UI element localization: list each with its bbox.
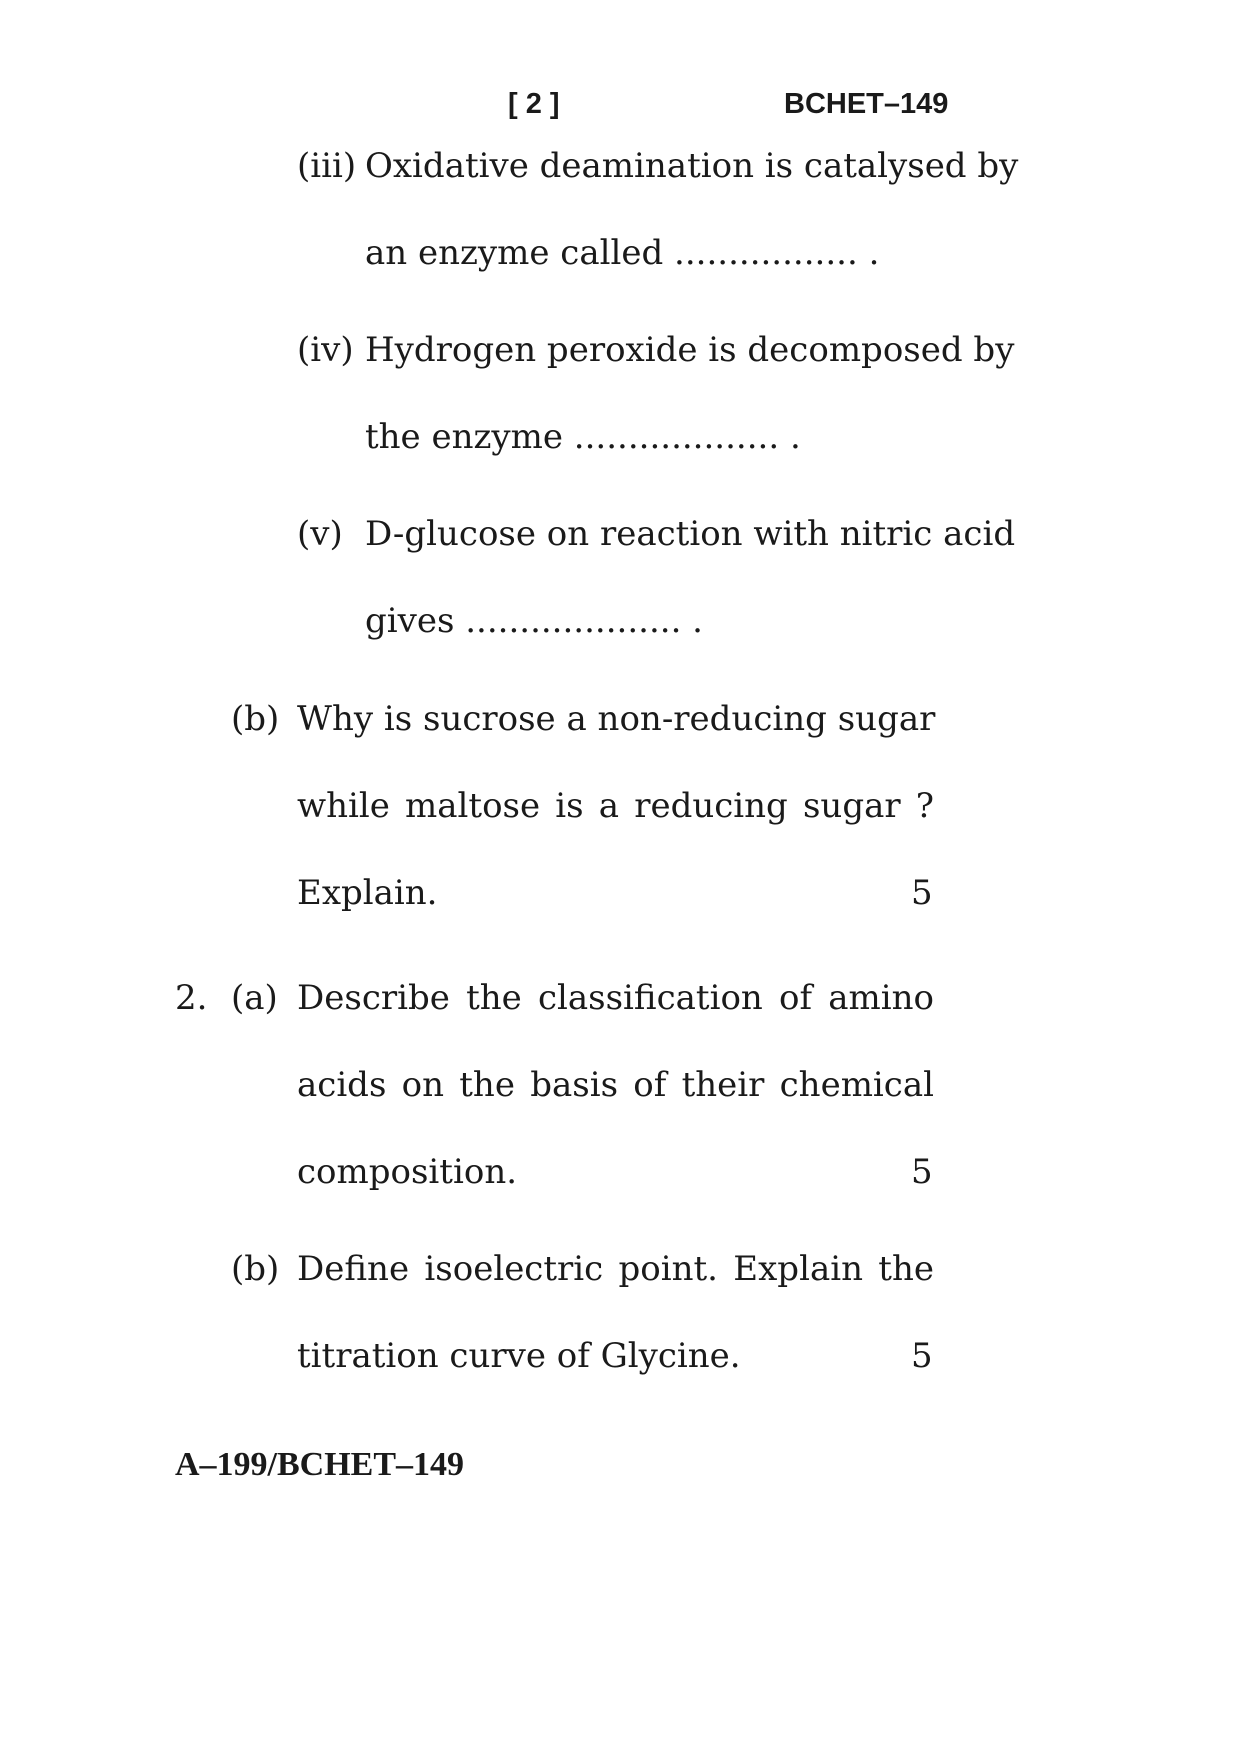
footer-code: A–199/BCHET–149	[175, 1446, 465, 1483]
question-1b-line1: Why is sucrose a non-reducing sugar	[297, 699, 936, 739]
question-1b-line3: Explain.	[297, 873, 438, 913]
question-2-number: 2.	[175, 978, 208, 1018]
item-label-v: (v)	[297, 514, 343, 554]
item-iii-line2: an enzyme called ................. .	[365, 233, 880, 273]
item-iii-line1: Oxidative deamination is catalysed by	[365, 146, 1019, 186]
item-iv-line2: the enzyme ................... .	[365, 417, 801, 457]
item-label-iv: (iv)	[297, 330, 354, 370]
question-1b-line2: while maltose is a reducing sugar ?	[297, 786, 934, 826]
question-1b-marks: 5	[911, 873, 933, 913]
question-2a-line3: composition.	[297, 1152, 518, 1192]
item-v-line2: gives .................... .	[365, 601, 703, 641]
paper-code: BCHET–149	[784, 88, 949, 120]
question-2a-line2: acids on the basis of their chemical	[297, 1065, 934, 1105]
question-2a-label: (a)	[231, 978, 278, 1018]
question-1b-label: (b)	[231, 699, 280, 739]
item-label-iii: (iii)	[297, 146, 357, 186]
question-2b-line1: Define isoelectric point. Explain the	[297, 1249, 934, 1289]
question-2b-label: (b)	[231, 1249, 280, 1289]
question-2b-marks: 5	[911, 1336, 933, 1376]
question-2a-line1: Describe the classification of amino	[297, 978, 934, 1018]
question-2b-line2: titration curve of Glycine.	[297, 1336, 741, 1376]
question-2a-marks: 5	[911, 1152, 933, 1192]
item-v-line1: D-glucose on reaction with nitric acid	[365, 514, 1016, 554]
page-number: [ 2 ]	[508, 88, 560, 120]
item-iv-line1: Hydrogen peroxide is decomposed by	[365, 330, 1015, 370]
